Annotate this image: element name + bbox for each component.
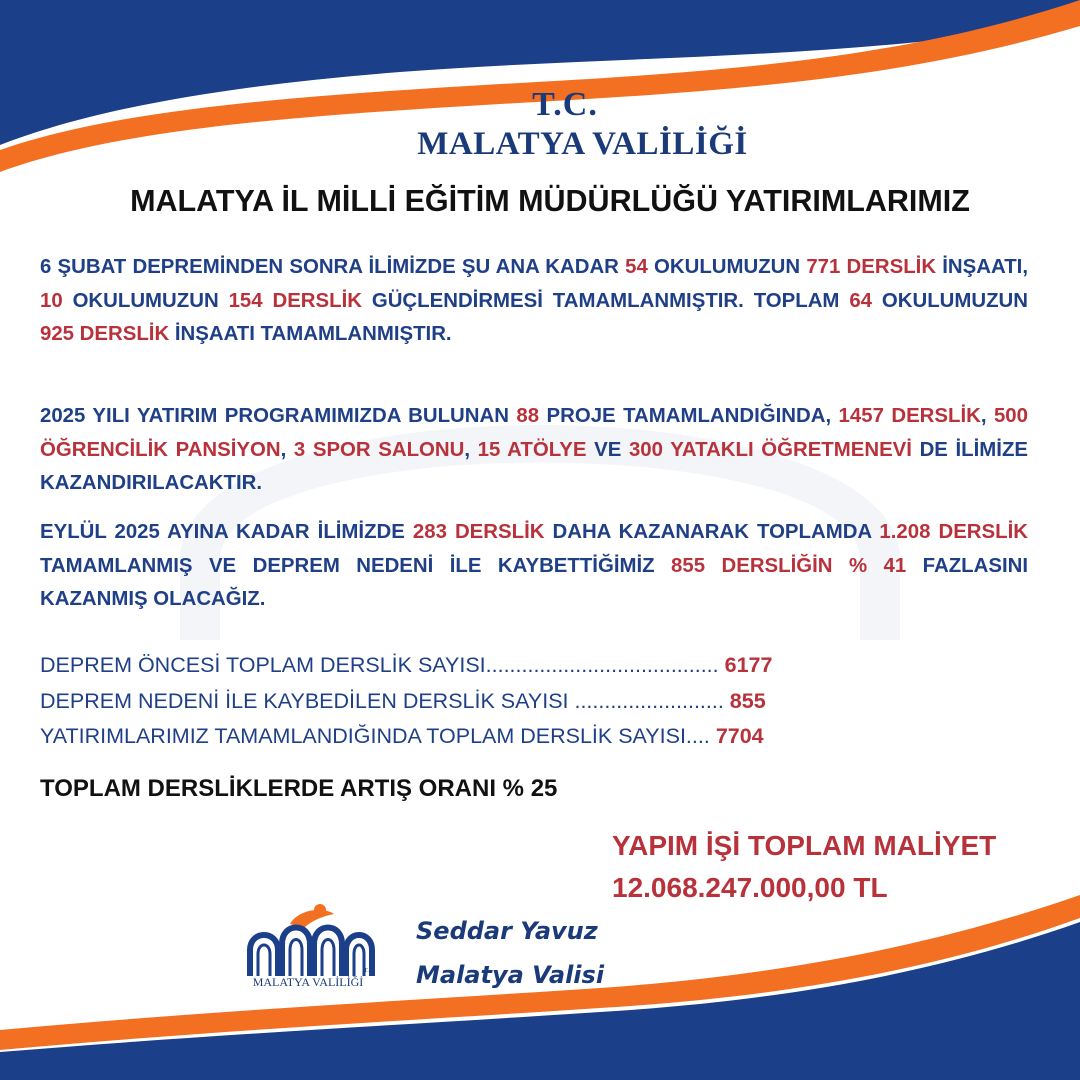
highlight-text: 1457 DERSLİK: [838, 405, 981, 427]
stat-row-after-investment: [40, 719, 1040, 755]
paragraph-investment-program: [40, 400, 1028, 501]
highlight-text: 54: [625, 256, 648, 278]
signature-block: [416, 909, 604, 997]
paragraph-text: ,: [980, 405, 994, 427]
paragraph-earthquake-progress: [40, 251, 1028, 352]
total-cost-label: YAPIM İŞİ TOPLAM MALİYET: [612, 830, 997, 861]
paragraph-text: OKULUMUZUN: [647, 256, 807, 278]
highlight-text: 1.208 DERSLİK: [879, 521, 1028, 543]
paragraph-text: ,: [280, 438, 294, 461]
stat-value: 7704: [715, 724, 764, 748]
highlight-text: 64: [849, 289, 872, 312]
stat-label: YATIRIMLARIMIZ TAMAMLANDIĞINDA TOPLAM DERSLİK SAYISI....: [40, 724, 710, 748]
logo-tc-text: T.C.: [364, 968, 375, 974]
highlight-text: 300 YATAKLI ÖĞRETMENEVİ: [628, 438, 912, 461]
signature-title: Malatya Valisi: [416, 961, 605, 989]
paragraph-text: OKULUMUZUN: [62, 289, 229, 312]
paragraph-text: ,: [464, 438, 478, 461]
stat-row-before-earthquake: [40, 648, 1040, 684]
paragraph-text: 6 ŞUBAT DEPREMİNDEN SONRA İLİMİZDE ŞU ANA KADAR: [40, 256, 626, 278]
highlight-text: 283 DERSLİK: [412, 521, 545, 543]
paragraph-text: 2025 YILI YATIRIM PROGRAMIMIZDA BULUNAN: [40, 405, 517, 427]
paragraph-text: OKULUMUZUN: [872, 289, 1028, 312]
highlight-text: 10: [40, 289, 63, 312]
paragraph-text: İNŞAATI,: [936, 256, 1028, 278]
stat-value: 6177: [724, 653, 773, 677]
paragraph-text: TAMAMLANMIŞ VE DEPREM NEDENİ İLE KAYBETTİĞİMİZ: [40, 554, 672, 577]
stat-label: DEPREM ÖNCESİ TOPLAM DERSLİK SAYISI.......................................: [40, 653, 719, 677]
valilik-heading: MALATYA VALİLİĞİ: [417, 126, 748, 162]
signature-name: Seddar Yavuz: [416, 917, 598, 945]
paragraph-september-target: [40, 516, 1028, 617]
paragraph-text: EYLÜL 2025 AYINA KADAR İLİMİZDE: [40, 521, 413, 543]
stat-row-lost: [40, 684, 1040, 720]
highlight-text: 3 SPOR SALONU: [293, 438, 465, 461]
classroom-stats-list: [40, 648, 1040, 755]
highlight-text: 855 DERSLİĞİN % 41: [671, 554, 907, 577]
total-cost-block: [612, 825, 996, 909]
highlight-text: 771 DERSLİK: [806, 256, 937, 278]
paragraph-text: İNŞAATI TAMAMLANMIŞTIR.: [169, 323, 452, 345]
paragraph-text: PROJE TAMAMLANDIĞINDA,: [539, 405, 839, 427]
stat-value: 855: [729, 688, 766, 713]
paragraph-text: FAZLASINI KAZANMIŞ OLACAĞIZ.: [40, 554, 1029, 610]
highlight-text: 500 ÖĞRENCİLİK PANSİYON: [40, 405, 1028, 461]
page-title: MALATYA İL MİLLİ EĞİTİM MÜDÜRLÜĞÜ YATIRIMLARIMIZ: [130, 184, 970, 218]
increase-rate-text: TOPLAM DERSLİKLERDE ARTIŞ ORANI % 25: [40, 775, 558, 802]
paragraph-text: GÜÇLENDİRMESİ TAMAMLANMIŞTIR. TOPLAM: [361, 289, 850, 312]
stat-label: DEPREM NEDENİ İLE KAYBEDİLEN DERSLİK SAYISI .........................: [40, 688, 724, 713]
highlight-text: 925 DERSLİK: [40, 323, 170, 345]
highlight-text: 88: [516, 405, 540, 427]
logo-caption: MALATYA VALİLİĞİ: [252, 975, 364, 989]
highlight-text: 15 ATÖLYE: [477, 438, 587, 461]
highlight-text: 154 DERSLİK: [228, 289, 362, 312]
paragraph-text: DE İLİMİZE KAZANDIRILACAKTIR.: [40, 438, 1028, 494]
tc-heading: T.C.: [532, 86, 598, 123]
paragraph-text: DAHA KAZANARAK TOPLAMDA: [544, 521, 880, 543]
paragraph-text: VE: [586, 438, 629, 461]
total-cost-amount: 12.068.247.000,00 TL: [612, 872, 888, 903]
